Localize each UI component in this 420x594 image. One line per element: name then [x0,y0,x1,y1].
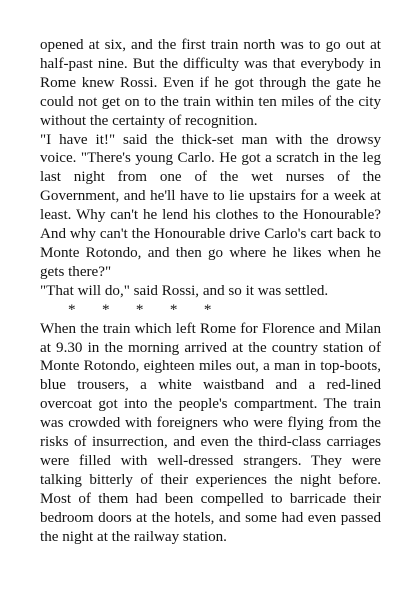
paragraph-train-arrival: When the train which left Rome for Florence and Milan at 9.30 in the morning arrived at the country station of Monte Rotondo, eighteen miles out, a man in top-boots, blue trousers, a white waistband and a red-lined overcoat got into the people's compartment. The train was crowded with foreigners who were flying from the risks of insurrection, and even the third-class carriages were filled with well-dressed strangers. They were talking bitterly of their experiences the night before. Most of them had been compelled to barricade their bedroom doors at the hotels, and some had even passed the night at the railway station. [40,320,381,545]
paragraph-rossi-recognition: opened at six, and the first train north was to go out at half-past nine. But the difficulty was that everybody in Rome knew Rossi. Even if he got through the gate he could not get on to the train within ten miles of the city without the certainty of recognition. [40,37,381,129]
scene-break: * * * * * [68,301,212,318]
paragraph-settled: "That will do," said Rossi, and so it was settled. [40,282,329,299]
book-page [40,36,381,546]
paragraph-carlo-plan: "I have it!" said the thick-set man with the drowsy voice. "There's young Carlo. He got a scratch in the leg last night from one of the wet nurses of the Government, and he'll have to lie upstairs for a week at least. Why can't he lend his clothes to the Honourable? And why can't the Honourable drive Carlo's cart back to Monte Rotondo, and then go where he likes when he gets there?" [40,131,381,280]
